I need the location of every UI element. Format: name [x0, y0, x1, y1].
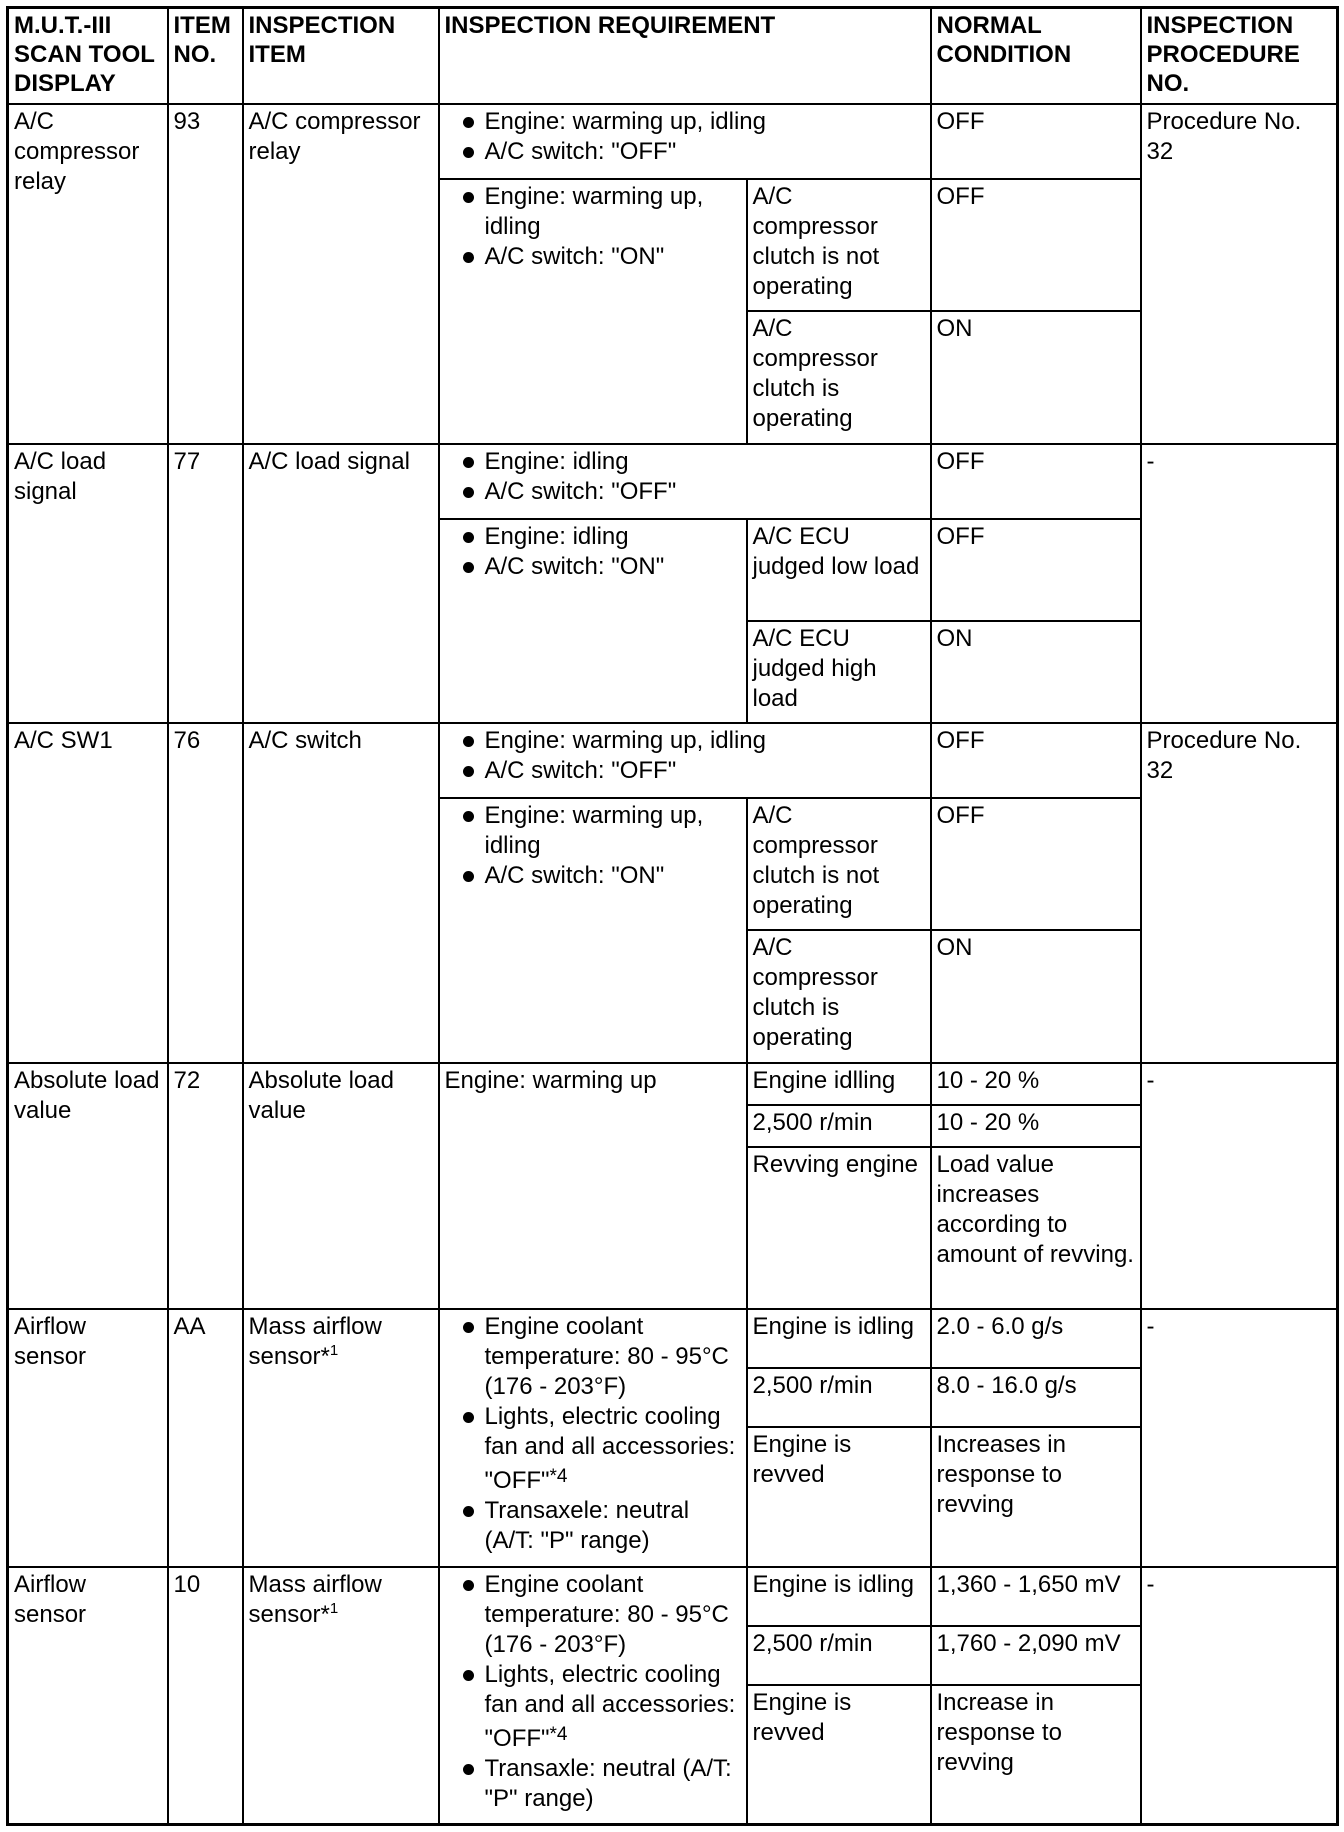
display-cell: A/C SW1 [8, 723, 168, 1063]
normal-condition-cell: Increase in response to revving [931, 1685, 1141, 1825]
header-normal-condition: NORMAL CONDITION [931, 8, 1141, 104]
inspection-item-cell: A/C compressor relay [243, 104, 439, 444]
requirement-bullet: A/C switch: "ON" [445, 552, 741, 582]
requirement-bullet: A/C switch: "OFF" [445, 756, 925, 786]
procedure-cell: - [1141, 1309, 1338, 1567]
requirement-bullet: Engine: idling [445, 447, 925, 477]
sub-condition-cell: A/C ECU judged low load [747, 519, 931, 621]
inspection-item-cell [243, 1309, 439, 1567]
normal-condition-cell: Increases in response to revving [931, 1427, 1141, 1567]
footnote-marker: 1 [329, 1341, 339, 1359]
normal-condition-cell: 1,760 - 2,090 mV [931, 1626, 1141, 1685]
bullet-text: Lights, electric cooling fan and all accessories: "OFF" [484, 1660, 736, 1752]
requirement-cell [439, 1567, 747, 1825]
normal-condition-cell: 2.0 - 6.0 g/s [931, 1309, 1141, 1368]
sub-condition-cell: Engine is revved [747, 1427, 931, 1567]
table-row [8, 444, 1338, 519]
normal-condition-cell: ON [931, 311, 1141, 444]
bullet-text: Lights, electric cooling fan and all accessories: "OFF" [484, 1402, 736, 1494]
requirement-bullet: Transaxele: neutral (A/T: "P" range) [445, 1496, 741, 1556]
requirement-cell [439, 798, 747, 1063]
inspection-item-cell: A/C switch [243, 723, 439, 1063]
procedure-cell: Procedure No. 32 [1141, 104, 1338, 444]
footnote-marker: *4 [549, 1723, 568, 1745]
sub-condition-cell: A/C compressor clutch is operating [747, 311, 931, 444]
sub-condition-cell: A/C compressor clutch is operating [747, 930, 931, 1063]
display-cell: A/C load signal [8, 444, 168, 723]
sub-condition-cell: A/C compressor clutch is not operating [747, 798, 931, 930]
item-text: Mass airflow sensor* [248, 1570, 382, 1628]
requirement-bullet: Transaxle: neutral (A/T: "P" range) [445, 1754, 741, 1814]
sub-condition-cell: A/C ECU judged high load [747, 621, 931, 723]
footnote-marker: 1 [329, 1599, 339, 1617]
requirement-bullet: Engine: warming up, idling [445, 182, 741, 242]
item-no-cell: 77 [168, 444, 243, 723]
header-inspection-requirement: INSPECTION REQUIREMENT [439, 8, 931, 104]
inspection-item-cell: Absolute load value [243, 1063, 439, 1309]
normal-condition-cell: 8.0 - 16.0 g/s [931, 1368, 1141, 1427]
requirement-bullet [445, 1402, 741, 1496]
requirement-bullet: Engine: warming up, idling [445, 107, 925, 137]
requirement-bullet: Engine: idling [445, 522, 741, 552]
item-text: Mass airflow sensor* [248, 1312, 382, 1370]
requirement-cell [439, 444, 931, 519]
requirement-bullet: Engine: warming up, idling [445, 726, 925, 756]
inspection-item-cell [243, 1567, 439, 1825]
procedure-cell: - [1141, 444, 1338, 723]
inspection-item-cell: A/C load signal [243, 444, 439, 723]
sub-condition-cell: A/C compressor clutch is not operating [747, 179, 931, 311]
sub-condition-cell: 2,500 r/min [747, 1368, 931, 1427]
table-row [8, 1567, 1338, 1626]
normal-condition-cell: 10 - 20 % [931, 1105, 1141, 1147]
normal-condition-cell: OFF [931, 104, 1141, 179]
requirement-cell [439, 1309, 747, 1567]
normal-condition-cell: Load value increases according to amount of revving. [931, 1147, 1141, 1309]
normal-condition-cell: OFF [931, 179, 1141, 311]
item-no-cell: 10 [168, 1567, 243, 1825]
normal-condition-cell: OFF [931, 444, 1141, 519]
footnote-marker: *4 [549, 1465, 568, 1487]
table-row [8, 1063, 1338, 1105]
normal-condition-cell: OFF [931, 723, 1141, 798]
normal-condition-cell: OFF [931, 798, 1141, 930]
requirement-bullet: Engine coolant temperature: 80 - 95°C (176 - 203°F) [445, 1570, 741, 1660]
normal-condition-cell: ON [931, 930, 1141, 1063]
sub-condition-cell: Revving engine [747, 1147, 931, 1309]
inspection-table [6, 6, 1339, 1826]
header-procedure-no: INSPECTION PROCEDURE NO. [1141, 8, 1338, 104]
table-row [8, 104, 1338, 179]
table-row [8, 1309, 1338, 1368]
requirement-cell [439, 519, 747, 723]
table-row [8, 723, 1338, 798]
requirement-bullet: A/C switch: "OFF" [445, 137, 925, 167]
procedure-cell: Procedure No. 32 [1141, 723, 1338, 1063]
procedure-cell: - [1141, 1063, 1338, 1309]
item-no-cell: 76 [168, 723, 243, 1063]
normal-condition-cell: 1,360 - 1,650 mV [931, 1567, 1141, 1626]
sub-condition-cell: Engine is revved [747, 1685, 931, 1825]
normal-condition-cell: 10 - 20 % [931, 1063, 1141, 1105]
sub-condition-cell: 2,500 r/min [747, 1626, 931, 1685]
requirement-cell [439, 104, 931, 179]
requirement-cell [439, 179, 747, 444]
requirement-bullet: Engine coolant temperature: 80 - 95°C (176 - 203°F) [445, 1312, 741, 1402]
requirement-bullet: A/C switch: "ON" [445, 861, 741, 891]
display-cell: Airflow sensor [8, 1309, 168, 1567]
requirement-bullet: Engine: warming up, idling [445, 801, 741, 861]
item-no-cell: 72 [168, 1063, 243, 1309]
display-cell: Airflow sensor [8, 1567, 168, 1825]
header-display: M.U.T.-III SCAN TOOL DISPLAY [8, 8, 168, 104]
sub-condition-cell: Engine idlling [747, 1063, 931, 1105]
display-cell: A/C compressor relay [8, 104, 168, 444]
header-row [8, 8, 1338, 104]
requirement-bullet: A/C switch: "ON" [445, 242, 741, 272]
requirement-bullet [445, 1660, 741, 1754]
requirement-bullet: A/C switch: "OFF" [445, 477, 925, 507]
procedure-cell: - [1141, 1567, 1338, 1825]
header-inspection-item: INSPECTION ITEM [243, 8, 439, 104]
sub-condition-cell: Engine is idling [747, 1309, 931, 1368]
header-item-no: ITEM NO. [168, 8, 243, 104]
sub-condition-cell: 2,500 r/min [747, 1105, 931, 1147]
normal-condition-cell: OFF [931, 519, 1141, 621]
display-cell: Absolute load value [8, 1063, 168, 1309]
item-no-cell: AA [168, 1309, 243, 1567]
sub-condition-cell: Engine is idling [747, 1567, 931, 1626]
normal-condition-cell: ON [931, 621, 1141, 723]
requirement-cell: Engine: warming up [439, 1063, 747, 1309]
requirement-cell [439, 723, 931, 798]
item-no-cell: 93 [168, 104, 243, 444]
